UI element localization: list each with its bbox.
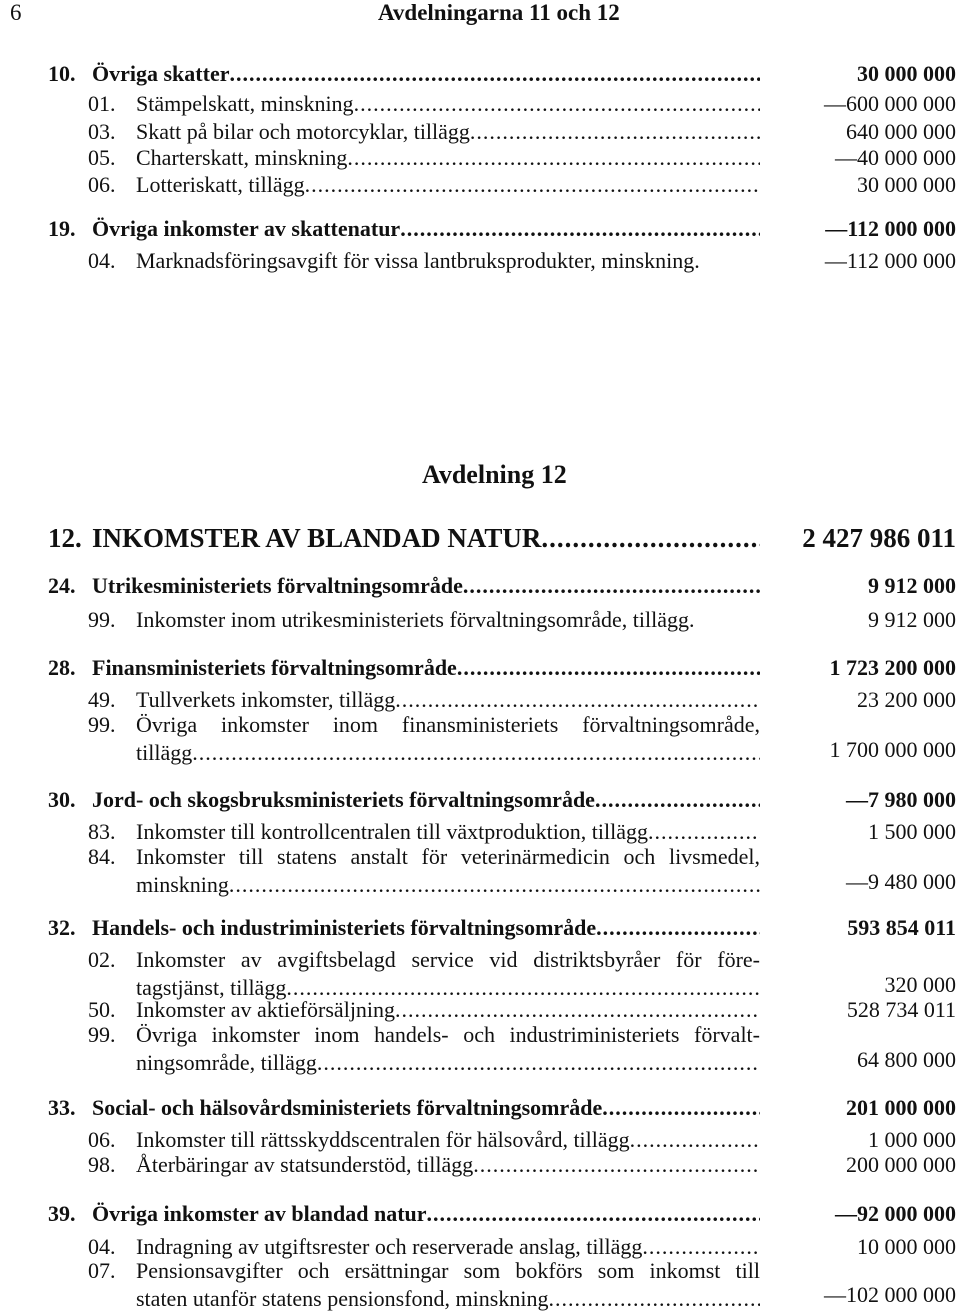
item-amount: 23 200 000 <box>857 687 956 712</box>
main-number: 12. <box>48 523 82 553</box>
section-number: 19. <box>48 216 76 241</box>
item-row <box>0 1151 960 1179</box>
item-row <box>0 90 960 118</box>
item-number: 83. <box>88 819 116 844</box>
item-amount: 1 500 000 <box>868 819 956 844</box>
section-title: Finansministeriets förvaltningsområde ..... <box>92 654 760 682</box>
section-number: 10. <box>48 61 76 86</box>
section-number: 28. <box>48 655 76 680</box>
section-amount: —7 980 000 <box>846 787 956 812</box>
item-number: 98. <box>88 1152 116 1177</box>
item-number: 01. <box>88 91 116 116</box>
item-amount: 1 700 000 000 <box>829 737 956 762</box>
division-heading: Avdelning 12 <box>422 460 567 489</box>
item-number: 06. <box>88 1127 116 1152</box>
item-label: Lotteriskatt, tillägg ..... <box>136 171 760 199</box>
section-title: Handels- och industriministeriets förvaltningsområde ..... <box>92 914 760 942</box>
item-number: 05. <box>88 145 116 170</box>
item-amount-row <box>0 1046 960 1074</box>
item-label: Tullverkets inkomster, tillägg ..... <box>136 686 760 714</box>
section-number: 24. <box>48 573 76 598</box>
section-row <box>0 572 960 600</box>
section-number: 39. <box>48 1201 76 1226</box>
item-amount: 200 000 000 <box>846 1152 956 1177</box>
item-amount-row <box>0 736 960 764</box>
item-label: Indragning av utgiftsrester och reserverade anslag, tillägg ..... <box>136 1233 760 1261</box>
item-row <box>0 818 960 846</box>
item-label-line2: tillägg <box>136 740 193 765</box>
item-amount: 10 000 000 <box>857 1234 956 1259</box>
section-amount: —112 000 000 <box>825 216 956 241</box>
item-amount: —9 480 000 <box>846 869 956 894</box>
item-number: 49. <box>88 687 116 712</box>
section-title: Utrikesministeriets förvaltningsområde ..... <box>92 572 760 600</box>
item-label-line1: Inkomster till statens anstalt för veterinärmedicin och livsmedel, <box>136 844 760 869</box>
item-amount: —112 000 000 <box>824 248 956 273</box>
item-number: 50. <box>88 997 116 1022</box>
section-title: Övriga skatter ..... <box>92 60 760 88</box>
section-row <box>0 786 960 814</box>
item-amount: —102 000 000 <box>824 1282 956 1307</box>
section-amount: —92 000 000 <box>835 1201 956 1226</box>
main-title: INKOMSTER AV BLANDAD NATUR ..... <box>92 522 760 554</box>
item-label-line2: staten utanför statens pensionsfond, minskning <box>136 1286 549 1311</box>
item-label: Charterskatt, minskning ..... <box>136 144 760 172</box>
item-label-line2: ningsområde, tillägg <box>136 1050 317 1075</box>
main-amount: 2 427 986 011 <box>802 523 956 553</box>
item-label: Inkomster inom utrikesministeriets förvaltningsområde, tillägg. <box>136 607 695 632</box>
item-row <box>0 996 960 1024</box>
item-number: 07. <box>88 1258 116 1283</box>
item-label: Återbäringar av statsunderstöd, tillägg ..... <box>136 1151 760 1179</box>
item-number: 06. <box>88 172 116 197</box>
section-row <box>0 60 960 88</box>
item-number: 84. <box>88 844 116 869</box>
section-row <box>0 914 960 942</box>
section-amount: 30 000 000 <box>857 61 956 86</box>
item-number: 99. <box>88 1022 116 1047</box>
item-amount: 9 912 000 <box>868 607 956 632</box>
item-label: Inkomster till rättsskyddscentralen för hälsovård, tillägg ..... <box>136 1126 760 1154</box>
item-label-line2: minskning <box>136 872 229 897</box>
item-label-line2: tagstjänst, tillägg <box>136 975 287 1000</box>
item-amount: —40 000 000 <box>835 145 956 170</box>
item-number: 04. <box>88 248 116 273</box>
item-number: 99. <box>88 607 116 632</box>
item-row <box>0 1126 960 1154</box>
item-label: Inkomster av aktieförsäljning ..... <box>136 996 760 1024</box>
item-amount-row <box>0 971 960 999</box>
item-label-line1: Övriga inkomster inom handels- och industriministeriets förvalt- <box>136 1022 760 1047</box>
item-row <box>0 686 960 714</box>
item-amount-row <box>0 1281 960 1309</box>
item-number: 99. <box>88 712 116 737</box>
item-amount: 1 000 000 <box>868 1127 956 1152</box>
page-number: 6 <box>10 0 22 25</box>
item-label-line1: Pensionsavgifter och ersättningar som bokförs som inkomst till <box>136 1258 760 1283</box>
section-row <box>0 1094 960 1122</box>
item-row <box>0 247 960 275</box>
section-title: Övriga inkomster av blandad natur ..... <box>92 1200 760 1228</box>
item-row <box>0 171 960 199</box>
section-title: Jord- och skogsbruksministeriets förvaltningsområde ..... <box>92 786 760 814</box>
item-label-line1: Övriga inkomster inom finansministeriets förvaltningsområde, <box>136 712 760 737</box>
item-amount: 640 000 000 <box>846 119 956 144</box>
item-number: 02. <box>88 947 116 972</box>
item-row <box>0 144 960 172</box>
item-number: 03. <box>88 119 116 144</box>
item-label: Inkomster till kontrollcentralen till växtproduktion, tillägg ..... <box>136 818 760 846</box>
section-title: Social- och hälsovårdsministeriets förvaltningsområde ..... <box>92 1094 760 1122</box>
section-title: Övriga inkomster av skattenatur ..... <box>92 215 760 243</box>
section-amount: 201 000 000 <box>846 1095 956 1120</box>
item-label-line1: Inkomster av avgiftsbelagd service vid distriktsbyråer för före- <box>136 947 760 972</box>
section-number: 33. <box>48 1095 76 1120</box>
item-number: 04. <box>88 1234 116 1259</box>
item-row <box>0 118 960 146</box>
section-row <box>0 1200 960 1228</box>
item-amount-row <box>0 868 960 896</box>
section-amount: 9 912 000 <box>868 573 956 598</box>
item-amount: 64 800 000 <box>857 1047 956 1072</box>
section-number: 32. <box>48 915 76 940</box>
item-row <box>0 606 960 634</box>
item-amount: 30 000 000 <box>857 172 956 197</box>
section-amount: 593 854 011 <box>847 915 956 940</box>
item-label: Stämpelskatt, minskning ..... <box>136 90 760 118</box>
section-number: 30. <box>48 787 76 812</box>
section-row <box>0 654 960 682</box>
main-heading-row <box>0 522 960 554</box>
section-row <box>0 215 960 243</box>
running-title: Avdelningarna 11 och 12 <box>378 0 620 25</box>
item-amount: —600 000 000 <box>824 91 956 116</box>
item-amount: 320 000 <box>884 972 956 997</box>
item-label: Marknadsföringsavgift för vissa lantbruksprodukter, minskning. <box>136 248 700 273</box>
item-label: Skatt på bilar och motorcyklar, tillägg ..... <box>136 118 760 146</box>
item-amount: 528 734 011 <box>846 997 956 1022</box>
section-amount: 1 723 200 000 <box>829 655 956 680</box>
